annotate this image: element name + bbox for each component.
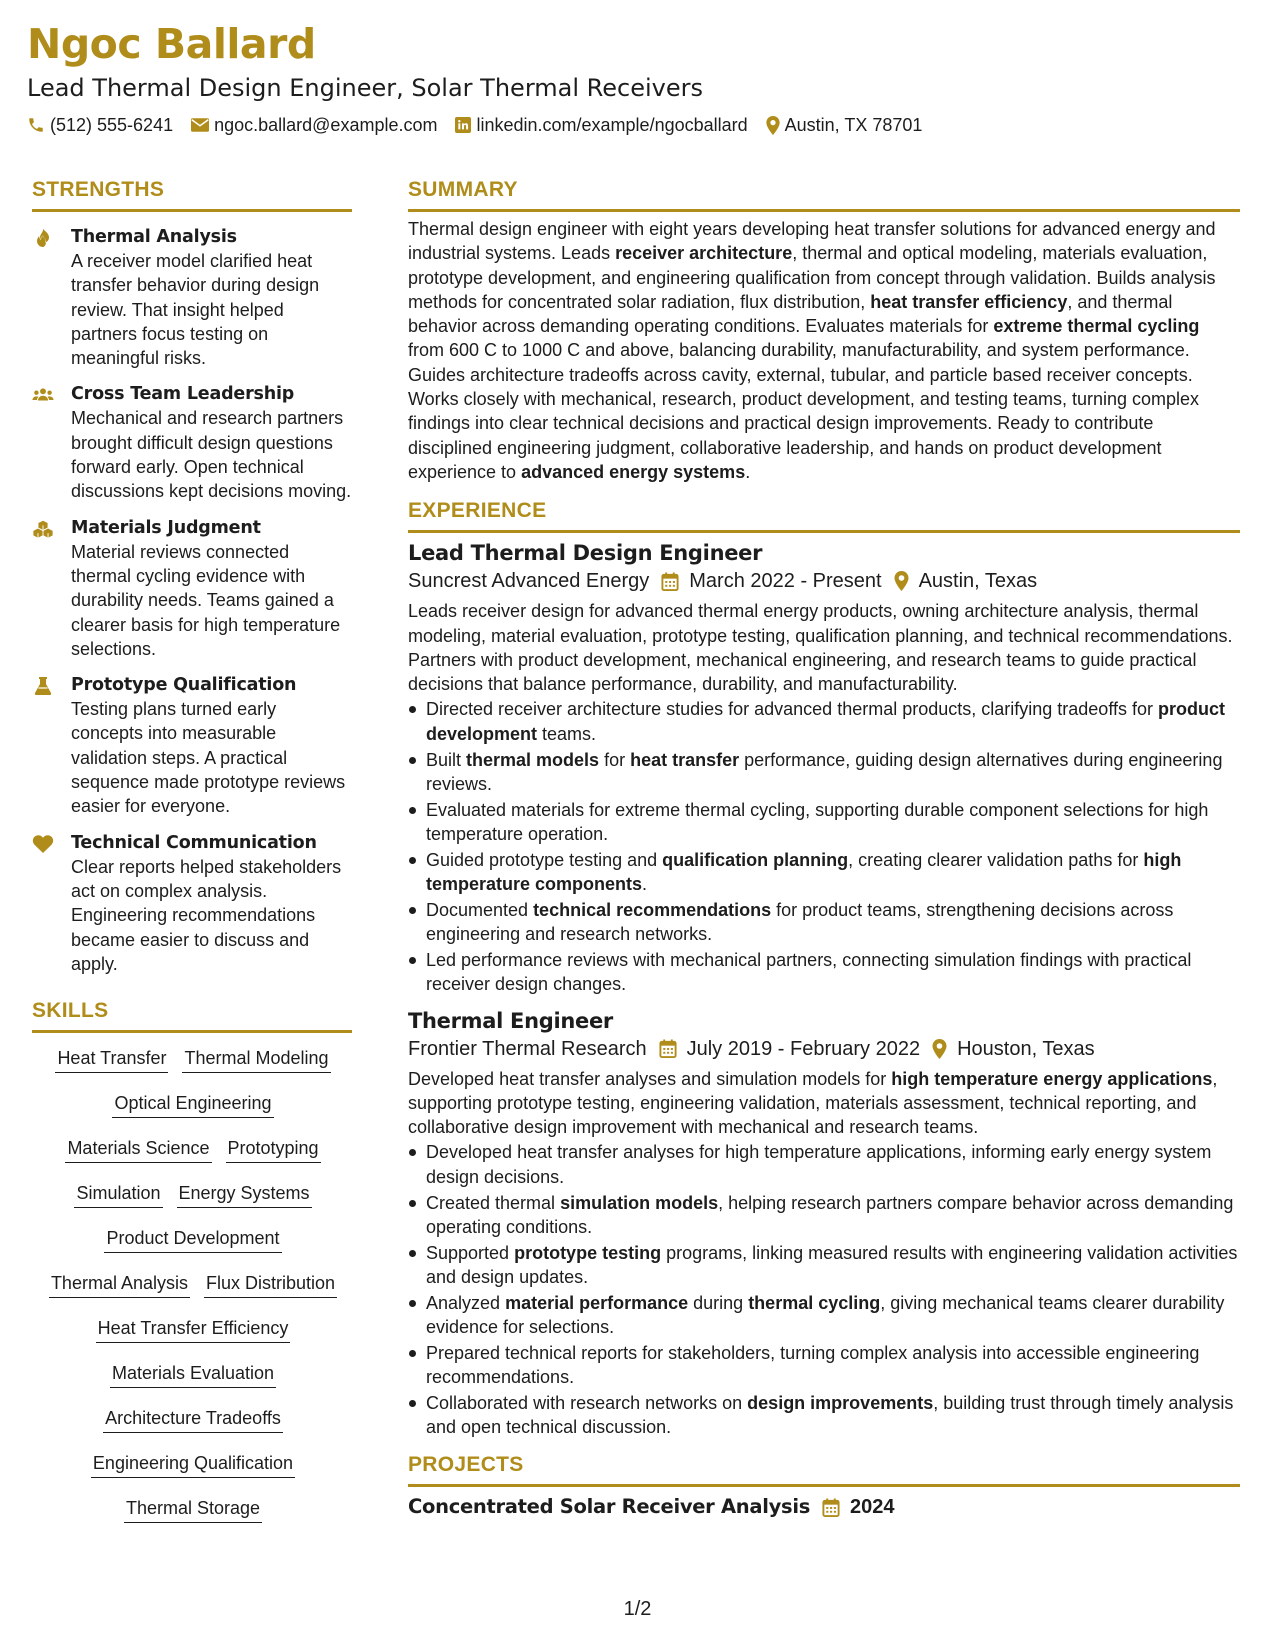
bold-phrase: receiver architecture: [615, 243, 793, 264]
text-run: .: [642, 874, 648, 895]
skill-row: [32, 1271, 354, 1316]
text-run: Documented: [426, 899, 534, 920]
strength-item: [32, 225, 352, 370]
strengths-heading: STRENGTHS: [32, 178, 165, 201]
text-run: during: [688, 1292, 749, 1313]
bullet-item: [408, 697, 1240, 746]
job-entry: [408, 1007, 1240, 1440]
bullet-item: [408, 898, 1240, 947]
bold-phrase: design improvements: [747, 1392, 934, 1413]
bold-phrase: extreme thermal cycling: [993, 316, 1200, 337]
skill-row: [32, 1046, 354, 1091]
bullet-item: [408, 1341, 1240, 1390]
skill-row: [32, 1496, 354, 1541]
skill-tag: Simulation: [74, 1181, 162, 1208]
bullet-item: [408, 1191, 1240, 1240]
text-run: Evaluated materials for extreme thermal cycling, supporting durable component selections for high temperature operation.: [426, 799, 1209, 844]
bold-phrase: heat transfer efficiency: [870, 291, 1068, 312]
text-run: , building trust through timely analysis and open technical discussion.: [426, 1392, 1234, 1438]
strength-description: Clear reports helped stakeholders act on complex analysis. Engineering recommendations became easier to discuss and apply.: [71, 856, 342, 974]
bold-phrase: high temperature energy applications: [891, 1068, 1213, 1089]
strength-description: Material reviews connected thermal cycling evidence with durability needs. Teams gained a clearer basis for high temperature selections.: [71, 541, 341, 659]
skill-tag: Prototyping: [226, 1136, 321, 1163]
job-dates: March 2022 - Present: [689, 570, 882, 593]
bold-phrase: technical recommendations: [533, 899, 772, 920]
location-text: Austin, TX 78701: [784, 114, 923, 135]
job-bullets: [408, 697, 1240, 996]
map-pin-icon: [932, 1039, 947, 1059]
skill-tag: Heat Transfer: [55, 1046, 168, 1073]
job-bullets: [408, 1140, 1240, 1439]
skill-row: [32, 1181, 354, 1226]
candidate-headline: Lead Thermal Design Engineer, Solar Thermal Receivers: [27, 74, 703, 102]
skills-list: [32, 1046, 354, 1541]
strength-description: Mechanical and research partners brought difficult design questions forward early. Open technical discussions kept decisions moving.: [71, 408, 352, 502]
calendar-icon: [661, 572, 679, 591]
summary-divider: [408, 209, 1240, 212]
right-column: [408, 177, 1240, 1521]
text-run: Supported: [426, 1242, 515, 1263]
calendar-icon: [822, 1498, 840, 1517]
strength-title: Cross Team Leadership: [71, 384, 295, 405]
job-location: Austin, Texas: [918, 570, 1038, 593]
job-company: Frontier Thermal Research: [408, 1037, 647, 1060]
text-run: , and thermal behavior across demanding operating conditions. Evaluates materials for: [408, 291, 1173, 337]
strength-item: [32, 673, 352, 818]
skill-tag: Flux Distribution: [204, 1271, 337, 1298]
text-run: Built: [426, 749, 467, 770]
contact-bar: [27, 113, 940, 137]
skill-tag: Thermal Modeling: [182, 1046, 330, 1073]
flame-icon: [32, 228, 54, 248]
bold-phrase: thermal cycling: [748, 1292, 881, 1313]
skill-tag: Thermal Storage: [124, 1496, 262, 1523]
bullet-item: [408, 948, 1240, 997]
job-dates: July 2019 - February 2022: [686, 1037, 921, 1060]
project-entry: [408, 1493, 1240, 1521]
skill-tag: Product Development: [104, 1226, 281, 1253]
summary-text: [408, 217, 1240, 484]
phone-icon: [27, 116, 45, 134]
bullet-item: [408, 748, 1240, 797]
calendar-icon: [659, 1039, 677, 1058]
text-run: for product teams, strengthening decisions across engineering and research networks.: [426, 899, 1174, 945]
bold-phrase: advanced energy systems: [521, 461, 746, 482]
job-meta: [408, 1035, 1240, 1063]
experience-divider: [408, 530, 1240, 533]
skill-tag: Optical Engineering: [112, 1091, 273, 1118]
skill-tag: Thermal Analysis: [49, 1271, 190, 1298]
skill-row: [32, 1451, 354, 1496]
job-location: Houston, Texas: [957, 1037, 1095, 1060]
skill-tag: Engineering Qualification: [91, 1451, 295, 1478]
envelope-icon: [191, 118, 209, 132]
text-run: .: [745, 461, 751, 482]
strength-item: [32, 831, 352, 976]
bold-phrase: high temperature components: [426, 849, 1182, 895]
text-run: Led performance reviews with mechanical partners, connecting simulation findings with practical receiver design changes.: [426, 949, 1192, 995]
text-run: Developed heat transfer analyses for high temperature applications, informing early energy system design decisions.: [426, 1142, 1212, 1187]
job-description: [408, 599, 1240, 696]
skill-row: [32, 1091, 354, 1136]
strength-description: Testing plans turned early concepts into measurable validation steps. A practical sequence made prototype reviews easier for everyone.: [71, 699, 346, 817]
bold-phrase: thermal models: [466, 749, 600, 770]
bold-phrase: heat transfer: [630, 749, 740, 770]
skills-divider: [32, 1030, 352, 1033]
skills-heading: SKILLS: [32, 999, 109, 1023]
projects-divider: [408, 1484, 1240, 1487]
job-company: Suncrest Advanced Energy: [408, 570, 650, 593]
phone-text: (512) 555-6241: [50, 114, 174, 135]
text-run: , thermal and optical modeling, materials evaluation, prototype development, and engineering qualification from concept through validation. Builds analysis methods for concentrated solar radiation, flux distribution,: [408, 243, 1216, 312]
text-run: for: [599, 749, 631, 770]
skill-tag: Materials Evaluation: [110, 1361, 276, 1388]
users-icon: [32, 385, 54, 405]
skill-tag: Materials Science: [65, 1136, 211, 1163]
skill-tag: Architecture Tradeoffs: [103, 1406, 283, 1433]
map-pin-icon: [766, 116, 780, 135]
skill-row: [32, 1406, 354, 1451]
page-number: 1/2: [623, 1598, 652, 1620]
text-run: Directed receiver architecture studies for advanced thermal products, clarifying tradeoffs for: [426, 699, 1159, 720]
text-run: Created thermal: [426, 1192, 561, 1213]
job-entry: [408, 539, 1240, 996]
job-title: Thermal Engineer: [408, 1008, 613, 1033]
text-run: Leads receiver design for advanced thermal energy products, owning architecture analysis, thermal modeling, material evaluation, prototype testing, qualification planning, and technical recommendations. Partners with product development, mechanical engineering, and research teams to guide practical decisions that balance performance, durability, and manufacturability.: [408, 601, 1233, 695]
strength-item: [32, 382, 352, 503]
skill-row: [32, 1361, 354, 1406]
project-title: Concentrated Solar Receiver Analysis: [408, 1495, 811, 1519]
text-run: Prepared technical reports for stakeholders, turning complex analysis into accessible engineering recommendations.: [426, 1342, 1200, 1388]
strengths-divider: [32, 209, 352, 212]
strength-description: A receiver model clarified heat transfer behavior during design review. That insight helped partners focus testing on meaningful risks.: [71, 251, 320, 369]
text-run: teams.: [537, 723, 597, 744]
text-run: , giving mechanical teams clearer durability evidence for selections.: [426, 1292, 1225, 1337]
strength-title: Thermal Analysis: [71, 227, 237, 247]
text-run: Developed heat transfer analyses and simulation models for: [408, 1068, 892, 1089]
skill-row: [32, 1136, 354, 1181]
cubes-icon: [32, 519, 54, 539]
job-description: [408, 1067, 1240, 1140]
bullet-item: [408, 1391, 1240, 1440]
contact-email[interactable]: [191, 115, 437, 136]
flask-icon: [32, 676, 54, 696]
strength-title: Materials Judgment: [71, 517, 261, 538]
skill-row: [32, 1226, 354, 1271]
bold-phrase: qualification planning: [662, 849, 849, 870]
bullet-item: [408, 1241, 1240, 1290]
linkedin-text: linkedin.com/example/ngocballard: [476, 114, 748, 135]
strength-item: [32, 516, 352, 661]
bullet-item: [408, 848, 1240, 897]
skill-tag: Energy Systems: [177, 1181, 312, 1208]
text-run: performance, guiding design alternatives during engineering reviews.: [426, 749, 1223, 794]
bold-phrase: prototype testing: [514, 1242, 662, 1263]
strength-title: Prototype Qualification: [71, 675, 297, 696]
text-run: from 600 C to 1000 C and above, balancing durability, manufacturability, and system performance. Guides architecture tradeoffs across cavity, external, tubular, and particle based receiver concepts. Works closely with mechanical, research, product development, and testing teams, turning complex findings into clear technical decisions and practical design improvements. Ready to contribute disciplined engineering judgment, collaborative leadership, and hands on product development experience to: [408, 340, 1200, 482]
experience-heading: EXPERIENCE: [408, 499, 547, 523]
left-column: [32, 177, 352, 1541]
job-title: Lead Thermal Design Engineer: [408, 541, 763, 566]
bullet-item: [408, 798, 1240, 847]
candidate-name: Ngoc Ballard: [27, 20, 316, 68]
linkedin-icon: [455, 117, 471, 133]
contact-linkedin[interactable]: [455, 115, 747, 136]
text-run: , helping research partners compare behavior across demanding operating conditions.: [426, 1192, 1234, 1237]
strength-title: Technical Communication: [71, 832, 317, 853]
contact-phone[interactable]: [27, 115, 173, 136]
projects-heading: PROJECTS: [408, 1453, 524, 1477]
project-year: 2024: [850, 1496, 895, 1519]
bold-phrase: simulation models: [560, 1192, 719, 1213]
bold-phrase: product development: [426, 699, 1226, 744]
text-run: Thermal design engineer with eight years developing heat transfer solutions for advanced energy and industrial systems. Leads: [408, 219, 1216, 264]
contact-location: [766, 115, 923, 136]
text-run: Collaborated with research networks on: [426, 1392, 748, 1413]
skill-row: [32, 1316, 354, 1361]
bullet-item: [408, 1291, 1240, 1340]
map-pin-icon: [894, 571, 909, 591]
bullet-item: [408, 1140, 1240, 1189]
heart-icon: [32, 834, 54, 854]
text-run: programs, linking measured results with engineering validation activities and design updates.: [426, 1242, 1238, 1287]
skill-tag: Heat Transfer Efficiency: [96, 1316, 291, 1343]
text-run: Analyzed: [426, 1292, 506, 1313]
email-text: ngoc.ballard@example.com: [214, 114, 438, 135]
text-run: Guided prototype testing and: [426, 849, 663, 870]
job-meta: [408, 567, 1240, 595]
bold-phrase: material performance: [505, 1292, 689, 1313]
text-run: , supporting prototype testing, engineering validation, materials assessment, technical reporting, and collaborative design improvement with mechanical and research teams.: [408, 1068, 1218, 1138]
summary-heading: SUMMARY: [408, 178, 518, 201]
text-run: , creating clearer validation paths for: [848, 849, 1144, 870]
